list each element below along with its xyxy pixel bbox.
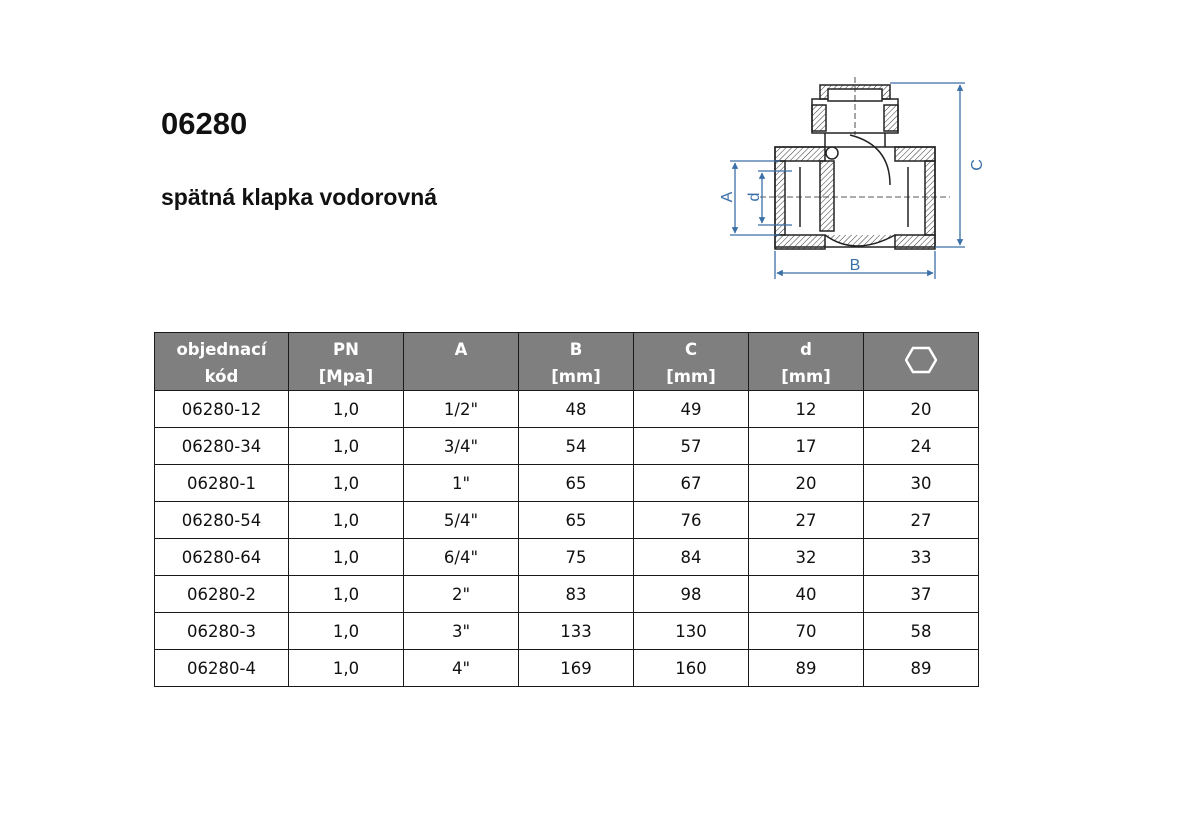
table-cell: 57 [634,428,749,465]
col-header-hex [864,333,979,391]
table-cell: 75 [519,539,634,576]
table-cell: 06280-54 [155,502,289,539]
table-cell: 83 [519,576,634,613]
table-cell: 06280-4 [155,650,289,687]
table-header-row [155,333,979,391]
table-row [155,539,979,576]
table-cell: 37 [864,576,979,613]
table-cell: 3/4" [404,428,519,465]
table-cell: 67 [634,465,749,502]
table-row [155,465,979,502]
product-name: spätná klapka vodorovná [161,184,438,210]
table-cell: 76 [634,502,749,539]
table-cell: 32 [749,539,864,576]
table-cell: 84 [634,539,749,576]
table-cell: 33 [864,539,979,576]
table-cell: 169 [519,650,634,687]
table-cell: 06280-1 [155,465,289,502]
table-cell: 1,0 [289,391,404,428]
table-cell: 20 [864,391,979,428]
dim-label-c: C [969,159,986,171]
table-cell: 12 [749,391,864,428]
table-cell: 06280-34 [155,428,289,465]
table-cell: 58 [864,613,979,650]
table-row [155,576,979,613]
table-cell: 133 [519,613,634,650]
table-row [155,650,979,687]
table-cell: 06280-12 [155,391,289,428]
valve-technical-drawing [700,75,990,285]
table-cell: 49 [634,391,749,428]
dim-label-a: A [719,191,736,203]
table-row [155,502,979,539]
table-cell: 1,0 [289,465,404,502]
table-row [155,391,979,428]
table-cell: 89 [864,650,979,687]
col-header-code: objednací kód [155,333,289,391]
hexagon-icon [905,346,937,374]
table-cell: 5/4" [404,502,519,539]
table-cell: 20 [749,465,864,502]
table-cell: 1,0 [289,539,404,576]
table-cell: 1" [404,465,519,502]
spec-table [154,332,979,687]
product-code: 06280 [161,106,248,141]
table-cell: 17 [749,428,864,465]
col-header-pn: PN [Mpa] [289,333,404,391]
table-cell: 06280-3 [155,613,289,650]
table-cell: 40 [749,576,864,613]
dim-label-b: B [849,257,861,274]
table-cell: 30 [864,465,979,502]
dim-label-d: d [746,192,763,202]
table-cell: 24 [864,428,979,465]
table-row [155,613,979,650]
table-cell: 6/4" [404,539,519,576]
table-cell: 27 [749,502,864,539]
table-cell: 1,0 [289,502,404,539]
table-cell: 06280-64 [155,539,289,576]
table-cell: 89 [749,650,864,687]
table-cell: 1,0 [289,428,404,465]
table-cell: 3" [404,613,519,650]
table-cell: 06280-2 [155,576,289,613]
table-cell: 27 [864,502,979,539]
table-cell: 1,0 [289,613,404,650]
table-cell: 2" [404,576,519,613]
col-header-d: d [mm] [749,333,864,391]
table-row [155,428,979,465]
col-header-a: A [404,333,519,391]
table-cell: 1,0 [289,650,404,687]
table-cell: 1,0 [289,576,404,613]
table-cell: 48 [519,391,634,428]
table-cell: 54 [519,428,634,465]
table-cell: 1/2" [404,391,519,428]
table-cell: 98 [634,576,749,613]
table-cell: 65 [519,465,634,502]
table-cell: 65 [519,502,634,539]
col-header-c: C [mm] [634,333,749,391]
table-body [155,391,979,687]
table-cell: 130 [634,613,749,650]
table-cell: 70 [749,613,864,650]
table-cell: 4" [404,650,519,687]
col-header-b: B [mm] [519,333,634,391]
table-cell: 160 [634,650,749,687]
